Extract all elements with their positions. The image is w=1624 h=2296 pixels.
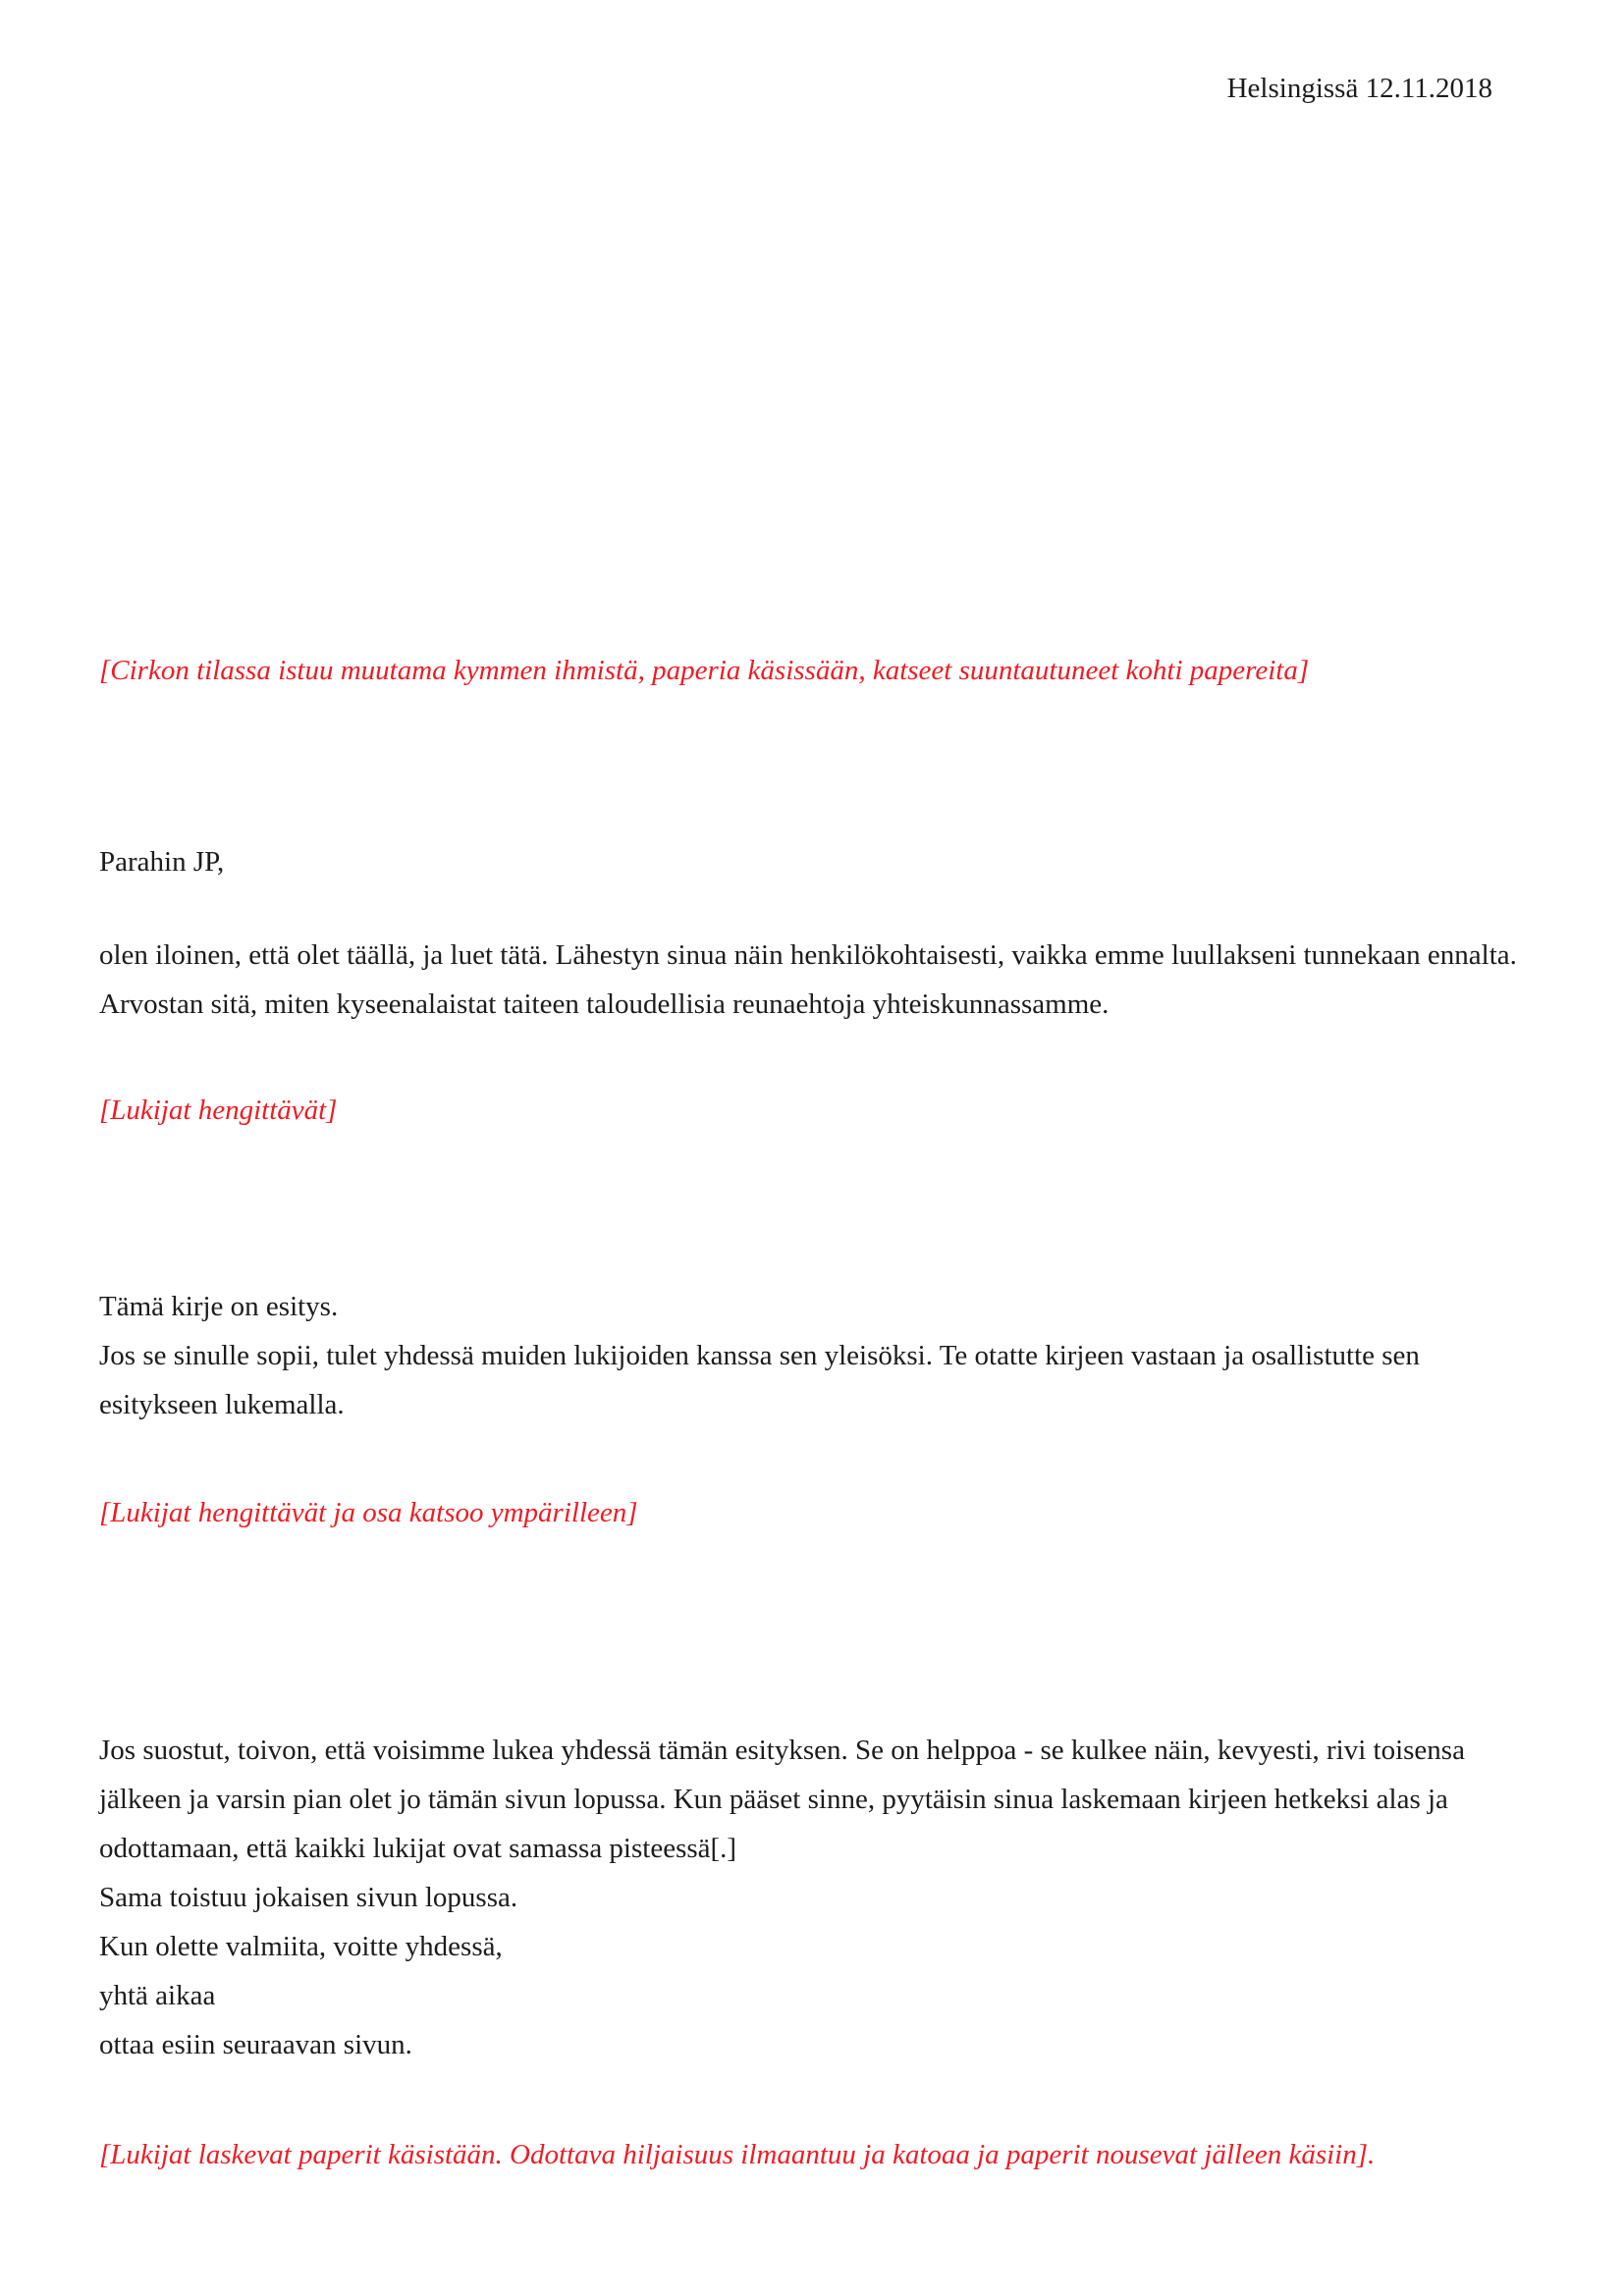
- date-line: Helsingissä 12.11.2018: [1226, 73, 1492, 104]
- paragraph-2: Jos se sinulle sopii, tulet yhdessä muiden lukijoiden kanssa sen yleisöksi. Te otatte kirjeen vastaan ja osallistutte sen esitykseen lukemalla.: [99, 1340, 1420, 1420]
- line-ottaa-esiin: ottaa esiin seuraavan sivun.: [99, 2029, 412, 2060]
- line-kun-olette: Kun olette valmiita, voitte yhdessä,: [99, 1931, 503, 1962]
- stage-direction-3: [Lukijat hengittävät ja osa katsoo ympärilleen]: [99, 1497, 638, 1528]
- line-yhta-aikaa: yhtä aikaa: [99, 1980, 216, 2011]
- line-sama-toistuu: Sama toistuu jokaisen sivun lopussa.: [99, 1882, 518, 1913]
- stage-direction-4: [Lukijat laskevat paperit käsistään. Odottava hiljaisuus ilmaantuu ja katoaa ja paperit nousevat jälleen käsiin].: [99, 2139, 1376, 2170]
- paragraph-3: Jos suostut, toivon, että voisimme lukea yhdessä tämän esityksen. Se on helppoa - se kulkee näin, kevyesti, rivi toisensa jälkeen ja varsin pian olet jo tämän sivun lopussa. Kun pääset sinne, pyytäisin sinua laskemaan kirjeen hetkeksi alas ja odottamaan, että kaikki lukijat ovat samassa pisteessä[.]: [99, 1735, 1465, 1864]
- salutation: Parahin JP,: [99, 846, 225, 878]
- paragraph-3-group: [99, 1726, 1522, 2069]
- stage-direction-2: [Lukijat hengittävät]: [99, 1095, 338, 1126]
- paragraph-2-group: [99, 1282, 1522, 1429]
- letter-is-performance-line: Tämä kirje on esitys.: [99, 1291, 339, 1322]
- paragraph-1: olen iloinen, että olet täällä, ja luet tätä. Lähestyn sinua näin henkilökohtaisesti, vaikka emme luullakseni tunnekaan ennalta. Arvostan sitä, miten kyseenalaistat taiteen taloudellisia reunaehtoja yhteiskunnassamme.: [99, 939, 1517, 1020]
- stage-direction-1: [Cirkon tilassa istuu muutama kymmen ihmistä, paperia käsissään, katseet suuntautuneet kohti papereita]: [99, 655, 1310, 686]
